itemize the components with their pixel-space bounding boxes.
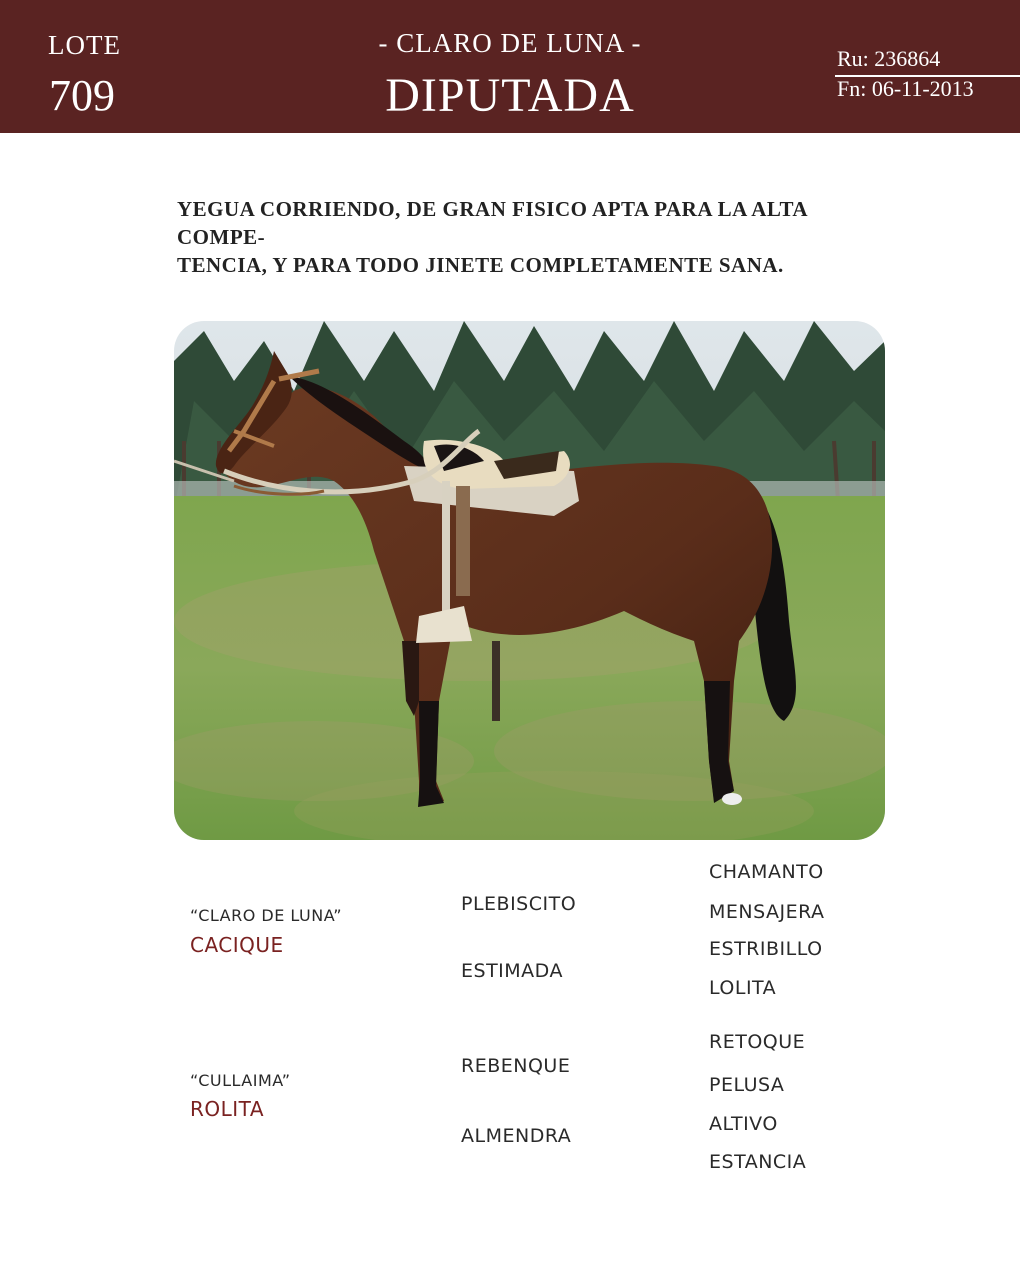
dam-dam-sire: ALTIVO bbox=[709, 1113, 778, 1135]
horse-photo-illustration bbox=[174, 321, 885, 840]
registration-number: Ru: 236864 bbox=[837, 46, 941, 71]
dam-breeder: “CULLAIMA” bbox=[190, 1071, 291, 1090]
description-line: YEGUA CORRIENDO, DE GRAN FISICO APTA PARA LA ALTA COMPE- bbox=[177, 197, 807, 249]
sire-sire: PLEBISCITO bbox=[461, 893, 577, 915]
sire-name: CACIQUE bbox=[190, 933, 284, 957]
dam-sire-sire: RETOQUE bbox=[709, 1031, 806, 1053]
dam-sire-dam: PELUSA bbox=[709, 1074, 785, 1096]
sire-sire-sire: CHAMANTO bbox=[709, 861, 824, 883]
dam-sire: REBENQUE bbox=[461, 1055, 571, 1077]
sire-dam: ESTIMADA bbox=[461, 960, 563, 982]
horse-photo bbox=[174, 321, 885, 840]
horse-name: DIPUTADA bbox=[385, 69, 635, 122]
sire-dam-dam: LOLITA bbox=[709, 977, 777, 999]
dam-name: ROLITA bbox=[190, 1097, 265, 1121]
dam-dam-dam: ESTANCIA bbox=[709, 1151, 807, 1173]
lote-label: LOTE bbox=[48, 30, 121, 60]
birth-date: Fn: 06-11-2013 bbox=[837, 76, 974, 101]
farm-name: - CLARO DE LUNA - bbox=[378, 28, 642, 58]
sire-dam-sire: ESTRIBILLO bbox=[709, 938, 823, 960]
description-line: TENCIA, Y PARA TODO JINETE COMPLETAMENTE SANA. bbox=[177, 253, 784, 277]
header-banner bbox=[0, 0, 1020, 133]
lote-number: 709 bbox=[49, 71, 115, 120]
dam-dam: ALMENDRA bbox=[461, 1125, 572, 1147]
sire-sire-dam: MENSAJERA bbox=[709, 901, 825, 923]
description bbox=[177, 195, 897, 279]
sire-breeder: “CLARO DE LUNA” bbox=[190, 906, 342, 925]
